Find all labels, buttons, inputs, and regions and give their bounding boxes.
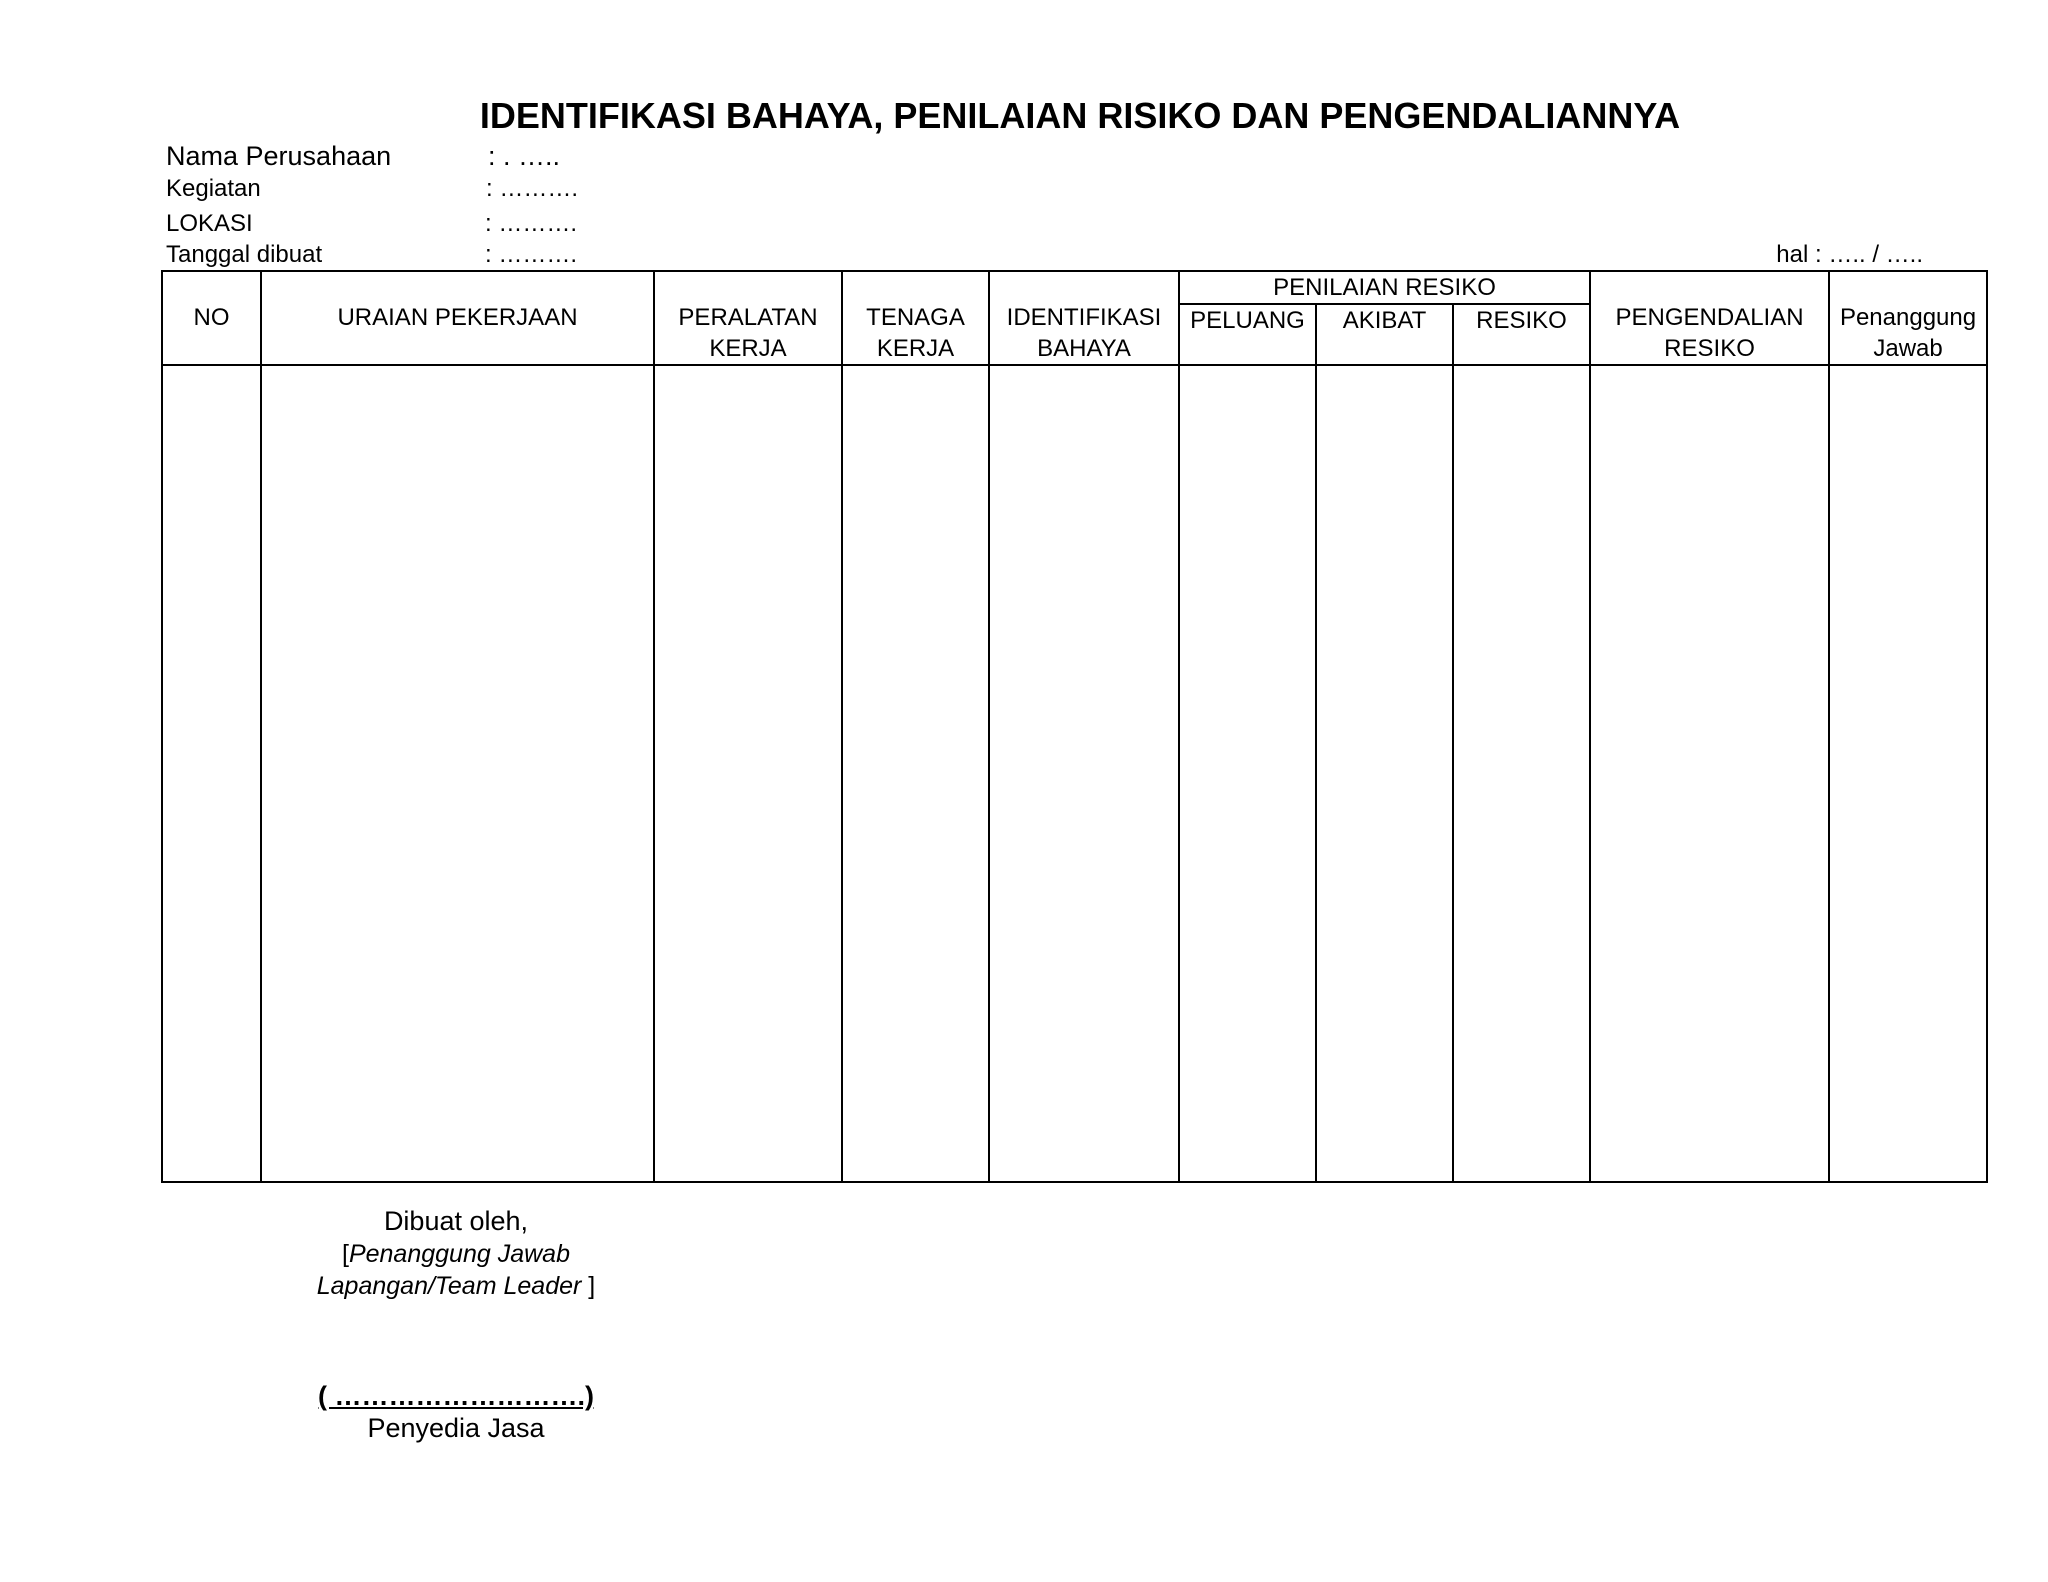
cell-peralatan[interactable] [654, 365, 842, 1182]
header-penilaian-group: PENILAIAN RESIKO [1179, 271, 1590, 304]
header-resiko: RESIKO [1453, 304, 1590, 365]
provider-label: Penyedia Jasa [367, 1413, 545, 1443]
header-pengendalian: PENGENDALIAN RESIKO [1590, 271, 1829, 365]
cell-uraian[interactable] [261, 365, 654, 1182]
header-uraian: URAIAN PEKERJAAN [261, 271, 654, 365]
header-tenaga: TENAGA KERJA [842, 271, 989, 365]
date-label: Tanggal dibuat [166, 241, 323, 268]
location-label: LOKASI [166, 210, 253, 237]
hazard-table [161, 270, 1988, 1183]
cell-tenaga[interactable] [842, 365, 989, 1182]
cell-no[interactable] [162, 365, 261, 1182]
header-akibat: AKIBAT [1316, 304, 1453, 365]
header-no: NO [162, 271, 261, 365]
company-label: Nama Perusahaan [166, 141, 392, 171]
signature-name-placeholder: ( ……………………….) [318, 1381, 594, 1411]
made-by-label: Dibuat oleh, [383, 1206, 529, 1236]
cell-identifikasi[interactable] [989, 365, 1179, 1182]
header-peralatan: PERALATAN KERJA [654, 271, 842, 365]
cell-pengendalian[interactable] [1590, 365, 1829, 1182]
header-peluang: PELUANG [1179, 304, 1316, 365]
cell-penanggung-jawab[interactable] [1829, 365, 1987, 1182]
cell-akibat[interactable] [1316, 365, 1453, 1182]
activity-value: : ………. [486, 175, 579, 202]
header-row-top [162, 271, 1987, 304]
header-penanggung-jawab: Penanggung Jawab [1829, 271, 1987, 365]
company-value: : . ….. [488, 141, 561, 171]
cell-peluang[interactable] [1179, 365, 1316, 1182]
location-value: : ………. [485, 210, 578, 237]
header-identifikasi: IDENTIFIKASI BAHAYA [989, 271, 1179, 365]
signer-role-line1: [Penanggung Jawab [342, 1240, 570, 1268]
date-value: : ………. [485, 241, 578, 268]
cell-resiko[interactable] [1453, 365, 1590, 1182]
table-row [162, 365, 1987, 1182]
signer-role-line2: Lapangan/Team Leader ] [316, 1272, 596, 1300]
document-title: IDENTIFIKASI BAHAYA, PENILAIAN RISIKO DAN PENGENDALIANNYA [479, 95, 1681, 136]
page-number: hal : ….. / ….. [1776, 241, 1923, 268]
activity-label: Kegiatan [166, 175, 261, 202]
